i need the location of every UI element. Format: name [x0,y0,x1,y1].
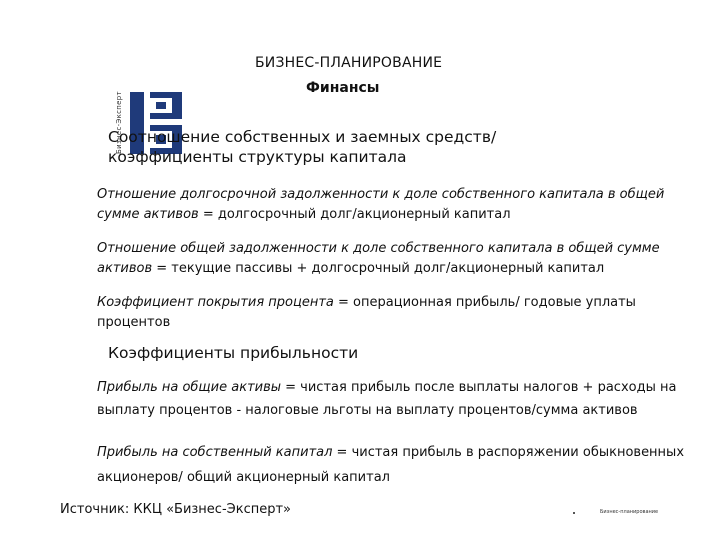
footer-source: Источник: ККЦ «Бизнес-Эксперт» [60,502,291,517]
footer-bullet [573,512,575,514]
section-heading-line: коэффициенты структуры капитала [108,148,407,166]
footer-tag: Бизнес-планирование [600,509,659,515]
logo [58,46,124,154]
ratio-formula: акционеров/ общий акционерный капитал [97,470,390,485]
ratio-lead: Коэффициент покрытия процента = [97,295,349,310]
ratio-lead: сумме активов = [97,207,214,222]
ratio-long-term-debt [97,185,664,225]
ratio-formula: операционная прибыль/ годовые уплаты [348,295,636,310]
section-heading-line: Коэффициенты прибыльности [108,344,359,362]
ratio-formula: чистая прибыль в распоряжении обыкновенных [347,445,685,460]
page-title: БИЗНЕС-ПЛАНИРОВАНИЕ [255,55,443,71]
section-heading-profitability [108,343,358,363]
section-heading-line: Соотношение собственных и заемных средств/ [108,128,497,146]
ratio-lead: Прибыль на общие активы = [97,380,297,395]
ratio-lead: активов = [97,261,168,276]
ratio-return-on-equity [97,440,684,490]
ratio-formula: процентов [97,315,171,330]
ratio-formula: выплату процентов - налоговые льготы на выплату процентов/сумма активов [97,403,638,418]
page-subtitle: Финансы [306,80,380,96]
logo-vertical-text: Бизнес-Эксперт [115,91,123,154]
ratio-lead: Отношение долгосрочной задолженности к доле собственного капитала в общей [97,187,665,202]
ratio-lead: Отношение общей задолженности к доле собственного капитала в общей сумме [97,241,660,256]
ratio-formula: чистая прибыль после выплаты налогов + расходы на [296,380,677,395]
ratio-interest-coverage [97,293,636,333]
ratio-return-on-assets [97,376,676,422]
ratio-total-debt [97,239,660,279]
ratio-lead: Прибыль на собственный капитал = [97,445,348,460]
ratio-formula: текущие пассивы + долгосрочный долг/акционерный капитал [167,261,605,276]
section-heading-capital-structure [108,127,496,167]
ratio-formula: долгосрочный долг/акционерный капитал [213,207,511,222]
